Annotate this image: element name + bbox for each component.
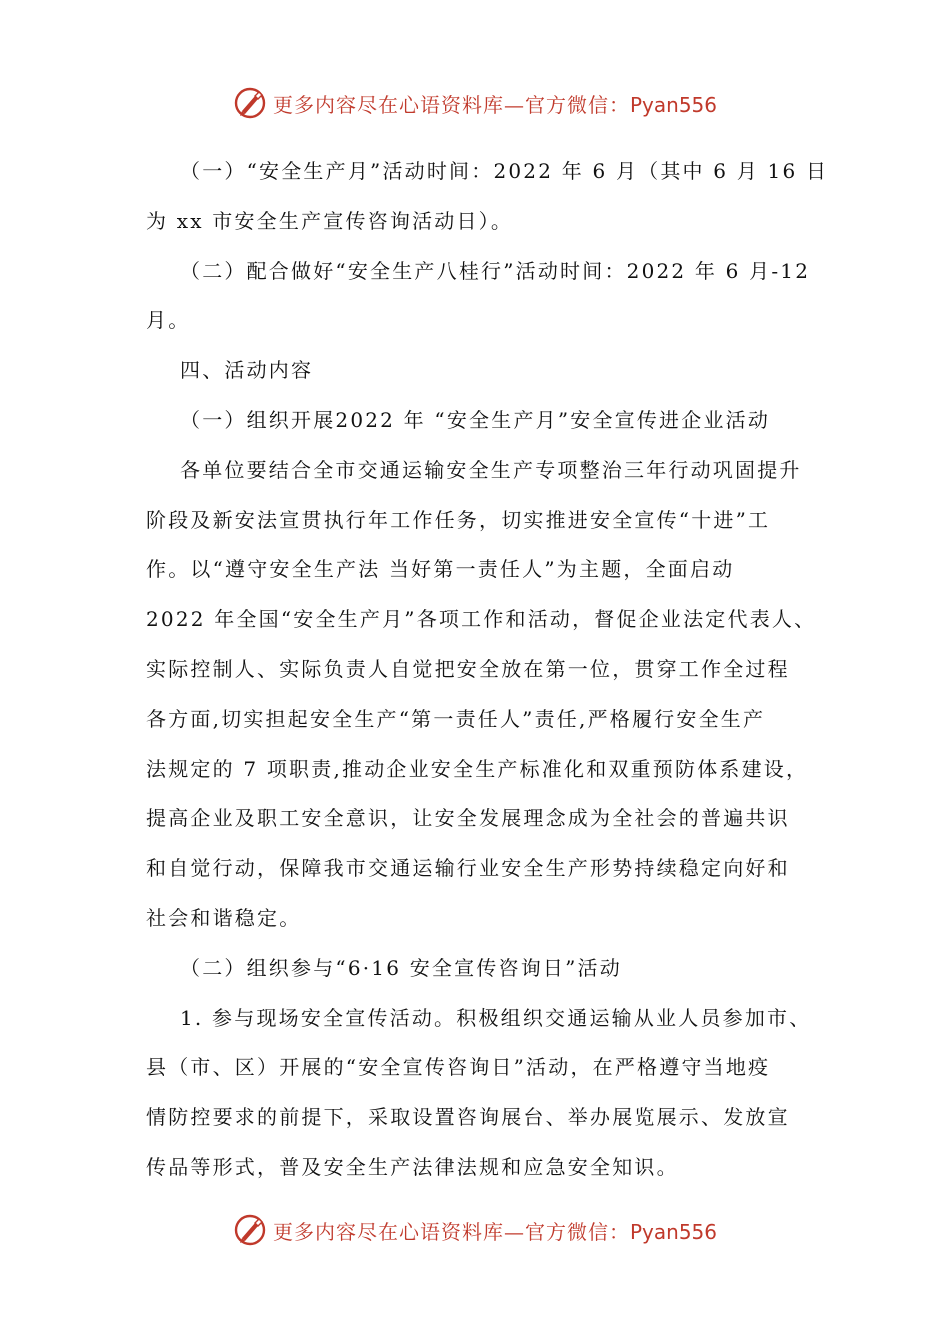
text-line: （二）配合做好“安全生产八桂行”活动时间：2022 年 6 月-12 (180, 258, 811, 283)
text-line: 传品等形式，普及安全生产法律法规和应急安全知识。 (146, 1154, 679, 1179)
text-line: 2022 年全国“安全生产月”各项工作和活动，督促企业法定代表人、 (146, 607, 817, 632)
text-line: 和自觉行动，保障我市交通运输行业安全生产形势持续稳定向好和 (146, 856, 790, 881)
text-line: 各单位要结合全市交通运输安全生产专项整治三年行动巩固提升 (180, 457, 802, 482)
pen-logo-icon (233, 86, 267, 120)
text-line: 情防控要求的前提下，采取设置咨询展台、举办展览展示、发放宣 (146, 1105, 790, 1130)
text-line: 各方面,切实担起安全生产“第一责任人”责任,严格履行安全生产 (146, 706, 766, 731)
watermark-text: 更多内容尽在心语资料库—官方微信：Pyan556 (272, 1219, 717, 1244)
subsection-heading: （一）组织开展2022 年 “安全生产月”安全宣传进企业活动 (180, 407, 771, 432)
header-watermark (0, 83, 950, 123)
text-line: 提高企业及职工安全意识，让安全发展理念成为全社会的普遍共识 (146, 806, 790, 831)
text-line: 月。 (146, 308, 191, 333)
text-line: 为 xx 市安全生产宣传咨询活动日）。 (146, 208, 514, 233)
text-line: 1. 参与现场安全宣传活动。积极组织交通运输从业人员参加市、 (180, 1005, 812, 1030)
section-heading: 四、活动内容 (180, 358, 314, 383)
text-line: 作。以“遵守安全生产法 当好第一责任人”为主题，全面启动 (146, 557, 735, 582)
pen-logo-icon (233, 1213, 267, 1247)
document-body (146, 147, 829, 1193)
text-line: 法规定的 7 项职责,推动企业安全生产标准化和双重预防体系建设， (146, 756, 809, 781)
text-line: 阶段及新安法宣贯执行年工作任务，切实推进安全宣传“十进”工 (146, 507, 771, 532)
text-line: （一）“安全生产月”活动时间：2022 年 6 月（其中 6 月 16 日 (180, 159, 829, 183)
footer-watermark (0, 1210, 950, 1250)
watermark-text: 更多内容尽在心语资料库—官方微信：Pyan556 (272, 92, 717, 117)
text-line: 县（市、区）开展的“安全宣传咨询日”活动，在严格遵守当地疫 (146, 1055, 771, 1080)
text-line: 社会和谐稳定。 (146, 905, 302, 930)
text-line: 实际控制人、实际负责人自觉把安全放在第一位，贯穿工作全过程 (146, 656, 790, 681)
subsection-heading: （二）组织参与“6·16 安全宣传咨询日”活动 (180, 955, 622, 980)
